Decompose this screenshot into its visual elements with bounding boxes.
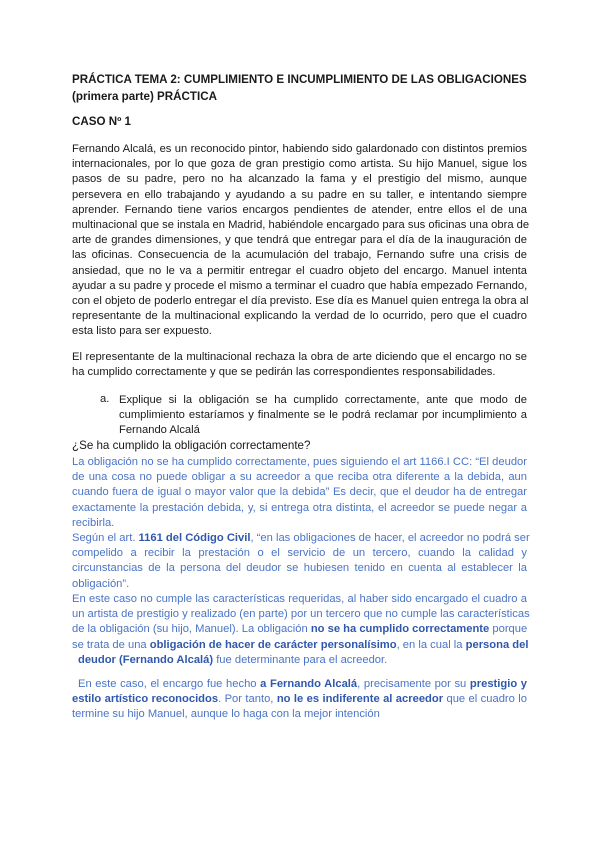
case-line: multinacional que se instala en Madrid, habiéndole encargado para sus oficinas una obra de xyxy=(72,219,530,232)
emphasis-text: obligación de hacer de carácter personalísimo xyxy=(149,638,397,651)
case-line: aprender. Fernando tiene varios encargos pendientes de atender, entre ellos el de una xyxy=(72,203,527,216)
case-paragraph xyxy=(72,142,530,340)
answer-line xyxy=(72,653,527,668)
case-line: las oficinas. Consecuencia de la acumulación del trabajo, Fernando sufre una crisis de xyxy=(72,249,527,262)
emphasis-text: no se ha cumplido correctamente xyxy=(310,623,490,636)
answer-line: La obligación no se ha cumplido correctamente, pues siguiendo el art 1166.I CC: “El deudor xyxy=(72,456,527,468)
rejection-line: El representante de la multinacional rechaza la obra de arte diciendo que el encargo no se xyxy=(72,351,527,363)
case-heading: CASO Nº 1 xyxy=(72,115,131,128)
question-item xyxy=(119,393,527,439)
answer-text: porque xyxy=(489,623,528,636)
emphasis-text: persona del xyxy=(465,638,529,651)
emphasis-text: deudor (Fernando Alcalá) xyxy=(78,653,214,666)
answer-line: En este caso no cumple las características requeridas, al haber sido encargado el cuadro a xyxy=(72,593,527,605)
answer-line xyxy=(72,677,527,692)
answer-line xyxy=(72,692,527,707)
question-line: cumplimiento estaríamos y finalmente se le podrá reclamar por incumplimiento a xyxy=(119,409,527,422)
case-line: ayudar a su padre y procede el mismo a terminar el cuadro que había empezado Fernando, xyxy=(72,279,528,292)
document-title xyxy=(72,71,532,105)
answer-line: un artista de prestigio y realizado (en parte) por un tercero que no cumple las características xyxy=(72,608,530,621)
list-marker: a. xyxy=(100,393,110,405)
answer-line xyxy=(72,638,527,653)
answer-text: que el cuadro lo xyxy=(443,693,527,706)
case-line: persevera en ello trabajando y ayudando a su padre en su taller, e intentando siempre xyxy=(72,188,527,201)
answer-line: de una cosa no puede obligar a su acreedor a que reciba otra diferente a la debida, aun xyxy=(72,471,527,484)
case-line: pasos de su padre, pero no ha alcanzado la fama y el prestigio del mismo, aunque xyxy=(72,173,527,186)
answer-text: , precisamente por su xyxy=(357,678,470,690)
rejection-line: ha cumplido correctamente y que se pedirán las correspondientes responsabilidades. xyxy=(72,366,496,379)
answer-paragraph-1 xyxy=(72,455,527,531)
question-line: Fernando Alcalá xyxy=(119,424,200,437)
case-line: internacionales, por lo que goza de gran prestigio como artista. Su hijo Manuel, sigue los xyxy=(72,158,527,171)
answer-line: exactamente la prestación debida, y, si entrega otra distinta, el acreedor se puede negar a xyxy=(72,501,527,514)
emphasis-text: no le es indiferente al acreedor xyxy=(276,693,444,706)
answer-paragraph-4 xyxy=(72,677,527,723)
answer-line: circunstancias de la persona del deudor se hubiesen tenido en cuenta al establecer la xyxy=(72,562,527,575)
answer-text: En este caso, el encargo fue hecho xyxy=(78,678,261,690)
case-line: Fernando Alcalá, es un reconocido pintor, habiendo sido galardonado con distintos premios xyxy=(72,143,527,155)
answer-paragraph-3 xyxy=(72,592,530,668)
rejection-paragraph xyxy=(72,350,527,380)
answer-text: . Por tanto, xyxy=(218,693,277,706)
case-line: esta listo para ser expuesto. xyxy=(72,325,212,338)
case-line: representante de la multinacional explicando la verdad de lo ocurrido, pero que el cuadro xyxy=(72,310,527,323)
answer-text: , “en las obligaciones de hacer, el acreedor no podrá ser xyxy=(250,532,530,544)
answer-line: cuando fuera de igual o mayor valor que la debida” Es decir, que el deudor ha de entregar xyxy=(72,486,527,499)
answer-text: fue determinante para el acreedor. xyxy=(213,653,388,666)
case-line: ansiedad, que no le va a permitir entregar el cuadro objeto del encargo. Manuel intenta xyxy=(72,264,527,277)
answer-text: se trata de una xyxy=(72,638,150,651)
case-line: con el objeto de poderlo entregar el día previsto. Ese día es Manuel quien entrega la obra al xyxy=(72,295,529,308)
title-line-2: (primera parte) PRÁCTICA xyxy=(72,90,217,103)
emphasis-text: estilo artístico reconocidos xyxy=(72,693,219,706)
question-line: Explique si la obligación se ha cumplido correctamente, ante que modo de xyxy=(119,394,527,406)
answer-line: compelido a recibir la prestación o el servicio de un tercero, cuando la calidad y xyxy=(72,547,527,560)
answer-text: Según el art. xyxy=(72,532,139,544)
answer-text: de la obligación (su hijo, Manuel). La obligación xyxy=(72,623,311,636)
answer-line: termine su hijo Manuel, aunque lo haga con la mejor intención xyxy=(72,708,380,721)
answer-paragraph-2 xyxy=(72,531,530,592)
emphasis-text: a Fernando Alcalá xyxy=(260,678,358,690)
subquestion: ¿Se ha cumplido la obligación correctamente? xyxy=(72,439,311,452)
answer-line: obligación”. xyxy=(72,577,130,590)
answer-line xyxy=(72,531,530,546)
title-line-1: PRÁCTICA TEMA 2: CUMPLIMIENTO E INCUMPLIMIENTO DE LAS OBLIGACIONES xyxy=(72,73,527,86)
emphasis-text: prestigio y xyxy=(469,678,527,690)
case-line: arte de grandes dimensiones, y que tendrá que entregar para el día de la inauguración de xyxy=(72,234,527,247)
answer-text: , en la cual la xyxy=(396,638,466,651)
answer-line: recibirla. xyxy=(72,516,115,529)
article-reference: 1161 del Código Civil xyxy=(138,532,251,544)
answer-line xyxy=(72,622,527,637)
